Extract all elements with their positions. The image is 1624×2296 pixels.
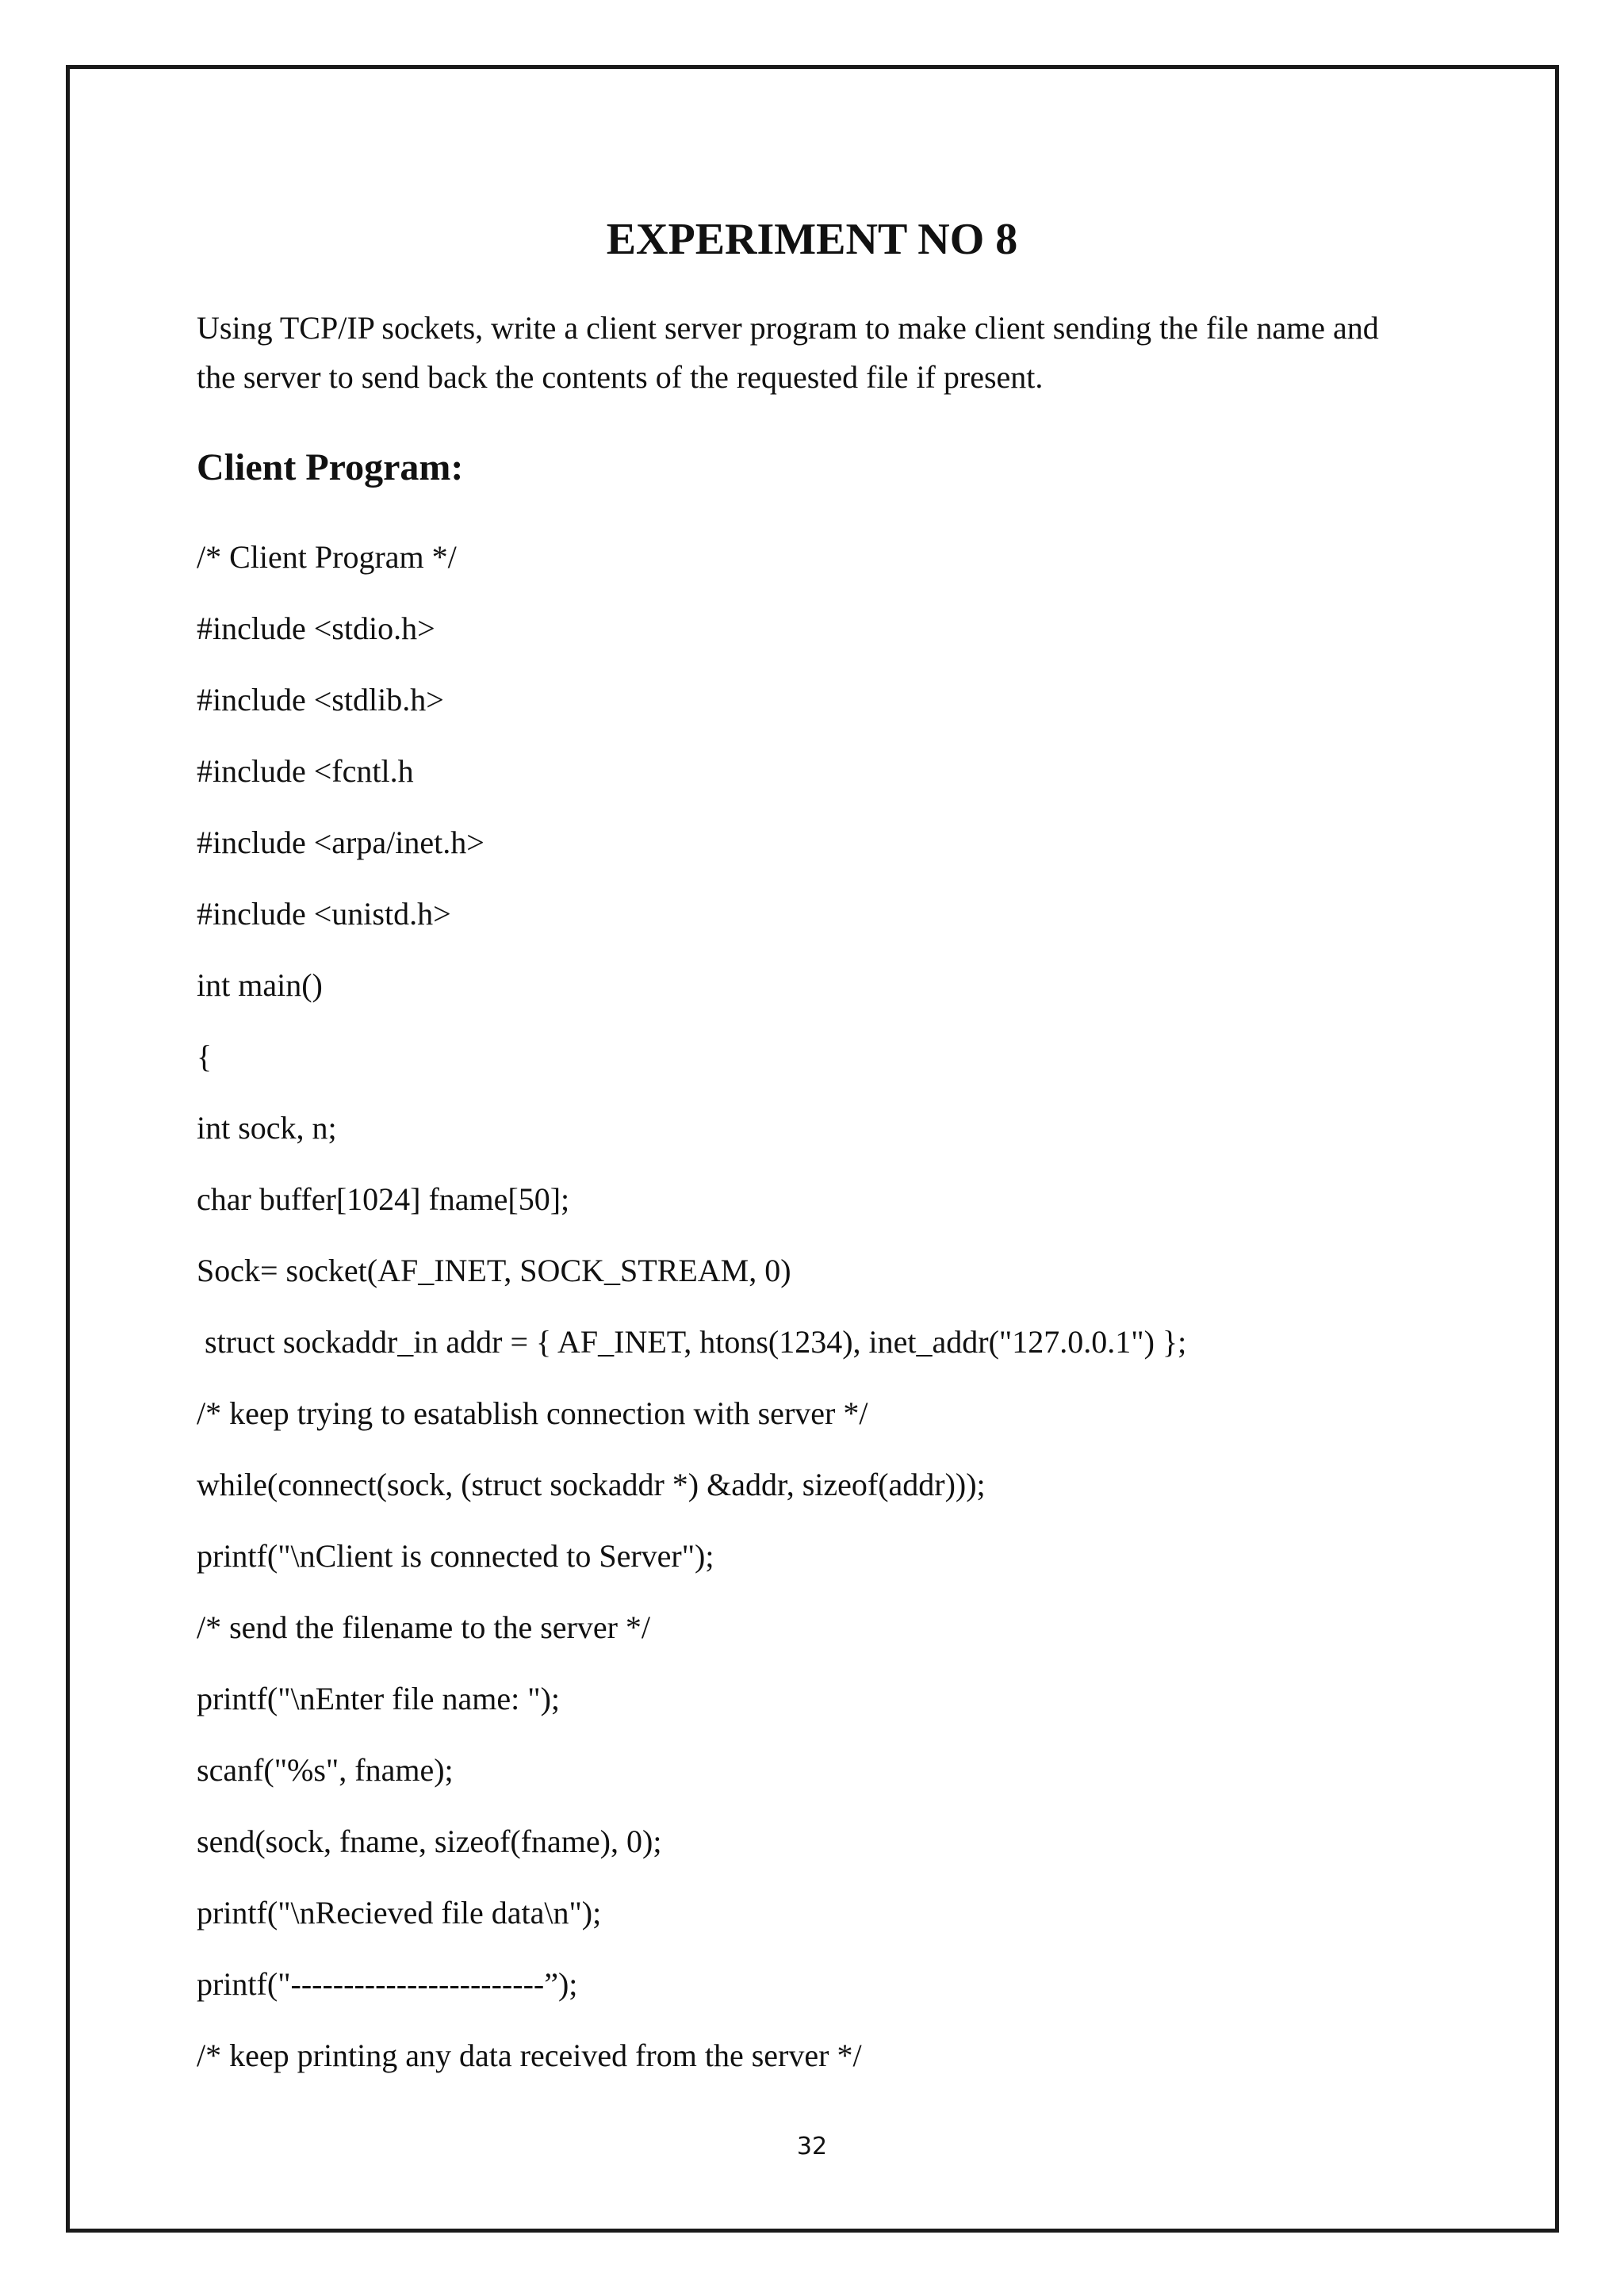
- code-line: /* send the filename to the server */: [197, 1609, 651, 1645]
- page-title: EXPERIMENT NO 8: [606, 215, 1018, 264]
- code-line: #include <stdio.h>: [197, 610, 435, 646]
- description-line: Using TCP/IP sockets, write a client server program to make client sending the file name and: [197, 310, 1379, 346]
- code-line: #include <stdlib.h>: [197, 682, 444, 718]
- code-line: int main(): [197, 967, 323, 1003]
- code-line: while(connect(sock, (struct sockaddr *) &addr, sizeof(addr)));: [197, 1467, 986, 1502]
- code-line: char buffer[1024] fname[50];: [197, 1181, 570, 1217]
- code-line: struct sockaddr_in addr = { AF_INET, htons(1234), inet_addr("127.0.0.1") };: [197, 1324, 1187, 1360]
- code-listing: [197, 531, 1505, 2101]
- code-line: send(sock, fname, sizeof(fname), 0);: [197, 1823, 662, 1859]
- code-line: /* keep printing any data received from the server */: [197, 2038, 862, 2073]
- code-line: #include <unistd.h>: [197, 896, 451, 932]
- code-line: #include <fcntl.h: [197, 753, 414, 789]
- code-line: {: [197, 1039, 213, 1074]
- experiment-description: [197, 304, 1481, 402]
- code-line: /* Client Program */: [197, 539, 457, 575]
- code-line: #include <arpa/inet.h>: [197, 825, 485, 860]
- section-heading: Client Program:: [197, 446, 464, 488]
- code-line: Sock= socket(AF_INET, SOCK_STREAM, 0): [197, 1253, 791, 1288]
- code-line: printf("\nClient is connected to Server");: [197, 1538, 714, 1574]
- code-line: printf("\nRecieved file data\n");: [197, 1895, 602, 1931]
- code-line: printf("------------------------”);: [197, 1966, 578, 2002]
- page-number: 32: [796, 2133, 828, 2160]
- description-line: the server to send back the contents of the requested file if present.: [197, 359, 1044, 395]
- code-line: scanf("%s", fname);: [197, 1752, 454, 1788]
- code-line: /* keep trying to esatablish connection with server */: [197, 1395, 868, 1431]
- code-line: int sock, n;: [197, 1110, 337, 1146]
- code-line: printf("\nEnter file name: ");: [197, 1681, 561, 1716]
